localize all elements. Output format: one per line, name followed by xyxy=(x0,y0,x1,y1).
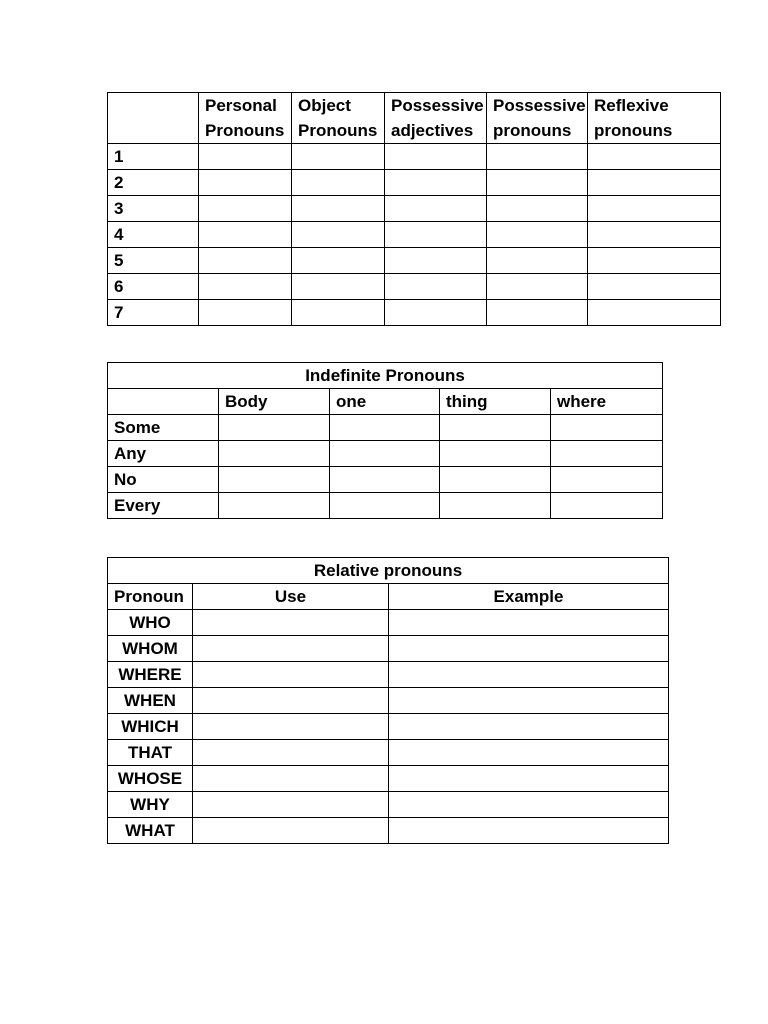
blank-cell[interactable] xyxy=(193,688,389,714)
blank-cell[interactable] xyxy=(385,300,487,326)
indefinite-header-row xyxy=(108,389,663,415)
blank-cell[interactable] xyxy=(199,222,292,248)
header-one: one xyxy=(330,389,440,415)
relative-header-row xyxy=(108,584,669,610)
blank-cell[interactable] xyxy=(385,222,487,248)
relative-pronouns-title: Relative pronouns xyxy=(108,558,669,584)
blank-cell[interactable] xyxy=(389,766,669,792)
relative-pronouns-table xyxy=(107,557,669,844)
table-row xyxy=(108,300,721,326)
header-corner-cell xyxy=(108,93,199,144)
row-number: 2 xyxy=(108,170,199,196)
blank-cell[interactable] xyxy=(389,818,669,844)
table-row xyxy=(108,818,669,844)
row-label: Every xyxy=(108,493,219,519)
blank-cell[interactable] xyxy=(385,170,487,196)
blank-cell[interactable] xyxy=(440,441,551,467)
blank-cell[interactable] xyxy=(487,300,588,326)
blank-cell[interactable] xyxy=(487,222,588,248)
blank-cell[interactable] xyxy=(193,714,389,740)
table-row xyxy=(108,662,669,688)
blank-cell[interactable] xyxy=(193,740,389,766)
pronoun-table-header-row xyxy=(108,93,721,144)
blank-cell[interactable] xyxy=(292,274,385,300)
blank-cell[interactable] xyxy=(199,274,292,300)
blank-cell[interactable] xyxy=(389,662,669,688)
header-body: Body xyxy=(219,389,330,415)
table-row xyxy=(108,441,663,467)
blank-cell[interactable] xyxy=(199,196,292,222)
blank-cell[interactable] xyxy=(199,300,292,326)
header-thing: thing xyxy=(440,389,551,415)
table-row xyxy=(108,493,663,519)
table-row xyxy=(108,714,669,740)
blank-cell[interactable] xyxy=(440,415,551,441)
blank-cell[interactable] xyxy=(385,144,487,170)
blank-cell[interactable] xyxy=(199,144,292,170)
blank-cell[interactable] xyxy=(193,792,389,818)
indefinite-pronouns-table xyxy=(107,362,663,519)
relative-pronoun-cell: WHO xyxy=(108,610,193,636)
indefinite-title-row xyxy=(108,363,663,389)
row-label: Any xyxy=(108,441,219,467)
table-row xyxy=(108,196,721,222)
relative-pronoun-cell: WHY xyxy=(108,792,193,818)
relative-pronoun-cell: WHOM xyxy=(108,636,193,662)
header-possessive-pronouns: Possessive pronouns xyxy=(487,93,588,144)
table-row xyxy=(108,766,669,792)
blank-cell[interactable] xyxy=(219,493,330,519)
blank-cell[interactable] xyxy=(487,196,588,222)
relative-pronoun-cell: WHICH xyxy=(108,714,193,740)
blank-cell[interactable] xyxy=(389,792,669,818)
blank-cell[interactable] xyxy=(588,248,721,274)
blank-cell[interactable] xyxy=(487,248,588,274)
table-row xyxy=(108,792,669,818)
blank-cell[interactable] xyxy=(385,196,487,222)
header-reflexive-pronouns: Reflexive pronouns xyxy=(588,93,721,144)
blank-cell[interactable] xyxy=(551,493,663,519)
row-number: 7 xyxy=(108,300,199,326)
blank-cell[interactable] xyxy=(219,441,330,467)
blank-cell[interactable] xyxy=(219,415,330,441)
blank-cell[interactable] xyxy=(330,415,440,441)
table-row xyxy=(108,740,669,766)
header-where: where xyxy=(551,389,663,415)
blank-cell[interactable] xyxy=(292,196,385,222)
header-possessive-adjectives: Possessive adjectives xyxy=(385,93,487,144)
header-pronoun: Pronoun xyxy=(108,584,193,610)
blank-cell[interactable] xyxy=(193,818,389,844)
blank-cell[interactable] xyxy=(330,441,440,467)
blank-cell[interactable] xyxy=(588,274,721,300)
blank-cell[interactable] xyxy=(292,248,385,274)
table-row xyxy=(108,467,663,493)
blank-cell[interactable] xyxy=(385,274,487,300)
row-number: 1 xyxy=(108,144,199,170)
table-row xyxy=(108,610,669,636)
table-row xyxy=(108,636,669,662)
blank-cell[interactable] xyxy=(292,300,385,326)
relative-pronoun-cell: WHEN xyxy=(108,688,193,714)
table-row xyxy=(108,170,721,196)
blank-cell[interactable] xyxy=(292,144,385,170)
row-number: 4 xyxy=(108,222,199,248)
blank-cell[interactable] xyxy=(440,467,551,493)
header-corner-cell xyxy=(108,389,219,415)
blank-cell[interactable] xyxy=(292,170,385,196)
blank-cell[interactable] xyxy=(551,415,663,441)
blank-cell[interactable] xyxy=(389,636,669,662)
blank-cell[interactable] xyxy=(389,714,669,740)
table-row xyxy=(108,144,721,170)
row-number: 3 xyxy=(108,196,199,222)
blank-cell[interactable] xyxy=(389,610,669,636)
blank-cell[interactable] xyxy=(199,248,292,274)
relative-title-row xyxy=(108,558,669,584)
table-row xyxy=(108,415,663,441)
header-example: Example xyxy=(389,584,669,610)
blank-cell[interactable] xyxy=(389,740,669,766)
table-row xyxy=(108,688,669,714)
blank-cell[interactable] xyxy=(588,144,721,170)
header-use: Use xyxy=(193,584,389,610)
relative-pronoun-cell: WHAT xyxy=(108,818,193,844)
blank-cell[interactable] xyxy=(330,493,440,519)
blank-cell[interactable] xyxy=(551,441,663,467)
table-row xyxy=(108,274,721,300)
blank-cell[interactable] xyxy=(193,636,389,662)
blank-cell[interactable] xyxy=(385,248,487,274)
pronoun-types-table xyxy=(107,92,721,326)
blank-cell[interactable] xyxy=(389,688,669,714)
blank-cell[interactable] xyxy=(330,467,440,493)
header-object-pronouns: Object Pronouns xyxy=(292,93,385,144)
blank-cell[interactable] xyxy=(199,170,292,196)
blank-cell[interactable] xyxy=(588,196,721,222)
relative-pronoun-cell: THAT xyxy=(108,740,193,766)
blank-cell[interactable] xyxy=(551,467,663,493)
header-personal-pronouns: Personal Pronouns xyxy=(199,93,292,144)
blank-cell[interactable] xyxy=(193,662,389,688)
blank-cell[interactable] xyxy=(219,467,330,493)
blank-cell[interactable] xyxy=(292,222,385,248)
blank-cell[interactable] xyxy=(487,274,588,300)
row-number: 6 xyxy=(108,274,199,300)
row-number: 5 xyxy=(108,248,199,274)
relative-pronoun-cell: WHOSE xyxy=(108,766,193,792)
table-row xyxy=(108,248,721,274)
row-label: Some xyxy=(108,415,219,441)
blank-cell[interactable] xyxy=(193,766,389,792)
blank-cell[interactable] xyxy=(588,222,721,248)
blank-cell[interactable] xyxy=(588,300,721,326)
blank-cell[interactable] xyxy=(487,144,588,170)
indefinite-pronouns-title: Indefinite Pronouns xyxy=(108,363,663,389)
blank-cell[interactable] xyxy=(193,610,389,636)
blank-cell[interactable] xyxy=(588,170,721,196)
blank-cell[interactable] xyxy=(487,170,588,196)
relative-pronoun-cell: WHERE xyxy=(108,662,193,688)
row-label: No xyxy=(108,467,219,493)
blank-cell[interactable] xyxy=(440,493,551,519)
table-row xyxy=(108,222,721,248)
